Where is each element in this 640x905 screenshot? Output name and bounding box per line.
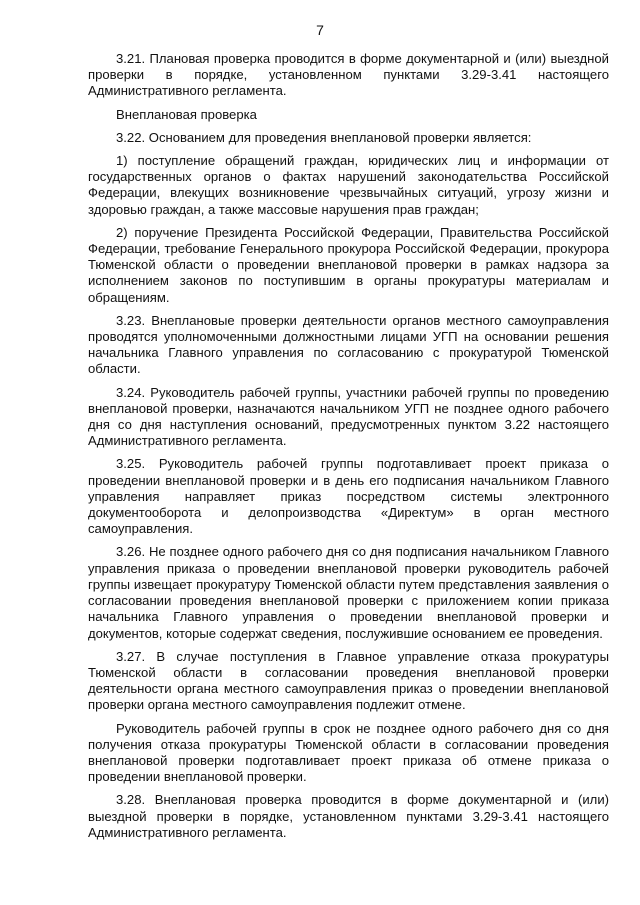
paragraph-3-22-item-2: 2) поручение Президента Российской Федерации, Правительства Российской Федерации, требование Генерального прокурора Российской Федерации, прокурора Тюменской области о проведении внеплановой проверки в рамках надзора за исполнением законов по поступившим в органы прокуратуры материалам и обращениям. (88, 224, 609, 305)
paragraph-3-27-continued: Руководитель рабочей группы в срок не позднее одного рабочего дня со дня получения отказа прокуратуры Тюменской области в согласовании проведения внеплановой проверки подготавливает проект приказа об отмене приказа о проведении внеплановой проверки. (88, 720, 609, 785)
paragraph-3-27: 3.27. В случае поступления в Главное управление отказа прокуратуры Тюменской области в согласовании проведения внеплановой проверки деятельности органа местного самоуправления приказ о проведении внеплановой проверки органа местного самоуправления подлежит отмене. (88, 648, 609, 713)
paragraph-3-24: 3.24. Руководитель рабочей группы, участники рабочей группы по проведению внеплановой проверки, назначаются начальником УГП не позднее одного рабочего дня со дня наступления оснований, предусмотренных пунктом 3.22 настоящего Административного регламента. (88, 384, 609, 449)
paragraph-3-25: 3.25. Руководитель рабочей группы подготавливает проект приказа о проведении внеплановой проверки и в день его подписания начальником Главного управления направляет приказ посредством системы электронного документооборота и делопроизводства «Директум» в орган местного самоуправления. (88, 456, 609, 537)
paragraph-3-22-item-1: 1) поступление обращений граждан, юридических лиц и информации от государственных органов о фактах нарушений законодательства Российской Федерации, влекущих возникновение чрезвычайных ситуаций, угрозу жизни и здоровью граждан, а также массовые нарушения прав граждан; (88, 153, 609, 217)
paragraph-3-26: 3.26. Не позднее одного рабочего дня со дня подписания начальником Главного управления приказа о проведении внеплановой проверки руководитель рабочей группы извещает прокуратуру Тюменской области путем представления заявления о согласовании проведения внеплановой проверки с приложением копии приказа начальника Главного управления о проведении внеплановой проверки и документов, которые содержат сведения, послужившие основанием ее проведения. (88, 544, 609, 641)
paragraph-3-22: 3.22. Основанием для проведения внеплановой проверки является: (116, 129, 532, 145)
paragraph-3-21: 3.21. Плановая проверка проводится в форме документарной и (или) выездной проверки в порядке, установленном пунктами 3.29-3.41 настоящего Административного регламента. (88, 51, 609, 99)
page-number: 7 (316, 22, 324, 38)
section-heading-unscheduled-inspection: Внеплановая проверка (116, 106, 257, 122)
document-body (88, 51, 609, 848)
paragraph-3-28: 3.28. Внеплановая проверка проводится в форме документарной и (или) выездной проверки в порядке, установленном пунктами 3.29-3.41 настоящего Административного регламента. (88, 792, 609, 840)
paragraph-3-23: 3.23. Внеплановые проверки деятельности органов местного самоуправления проводятся уполномоченными должностными лицами УГП на основании решения начальника Главного управления по согласованию с прокуратурой Тюменской области. (88, 312, 609, 377)
